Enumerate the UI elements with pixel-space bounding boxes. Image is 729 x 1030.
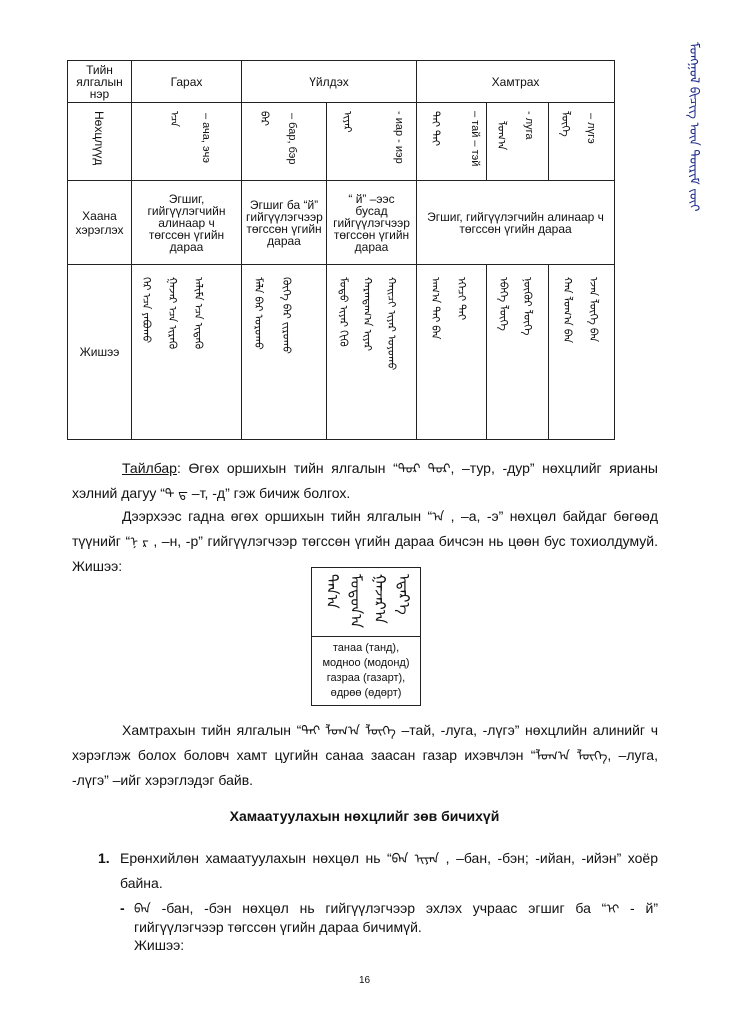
example-1-1: ᠭᠡᠷ ᠡᠴᠡ ᠶᠠᠪᠤᠬᠤ bbox=[140, 277, 152, 344]
example-6-2: ᠡᠵᠡᠨ ᠯᠦᠭᠡ ᠪᠡᠨ bbox=[587, 277, 600, 343]
corner-label: Тийн ялгалын нэр bbox=[76, 62, 123, 101]
usage-text-4: Эгшиг, гийгүүлэгчийн алинаар ч төгссөн үгийн дараа bbox=[427, 209, 604, 236]
group-instrumental-label: Үйлдэх bbox=[309, 74, 349, 89]
example-box-mong-4: ᠡᠳᠡᠷ᠎ᠡ bbox=[395, 574, 412, 615]
example-cell-2 bbox=[242, 265, 327, 440]
suffix-cyr-1: – ача, эчэ bbox=[200, 113, 212, 163]
example-box-mong-3: ᠭᠠᠵᠠᠷ᠎ᠠ bbox=[371, 574, 388, 624]
list-mong-3: ᠢ bbox=[606, 901, 620, 916]
suffix-cyr-4: – тай – тэй bbox=[469, 111, 482, 167]
example-1-3: ᠠᠯᠢᠮᠠ ᠡᠴᠡ ᠢᠳᠡᠬᠦ bbox=[192, 277, 204, 350]
usage-cell-4 bbox=[417, 181, 615, 265]
group-header-instrumental bbox=[242, 61, 417, 103]
suffix-cyr-6: – лүгэ bbox=[585, 113, 598, 144]
usage-cell-2 bbox=[242, 181, 327, 265]
comitative-mong-1: ᠲᠠᠢ ᠯᠤᠭ᠎ᠠ ᠯᠦᠭᠡ bbox=[301, 723, 396, 738]
dative-text-2: , –а, -э” нөхцөл байдаг бөгөөд түүнийг “ bbox=[72, 508, 659, 549]
example-box-mong-1: ᠲᠠᠨ᠎ᠠ bbox=[323, 574, 340, 609]
list-mong-2: ᠪᠠᠨ bbox=[134, 901, 151, 916]
list-number: 1. bbox=[98, 850, 110, 866]
suffix-cell-2 bbox=[242, 103, 327, 181]
group-header-comitative bbox=[417, 61, 615, 103]
example-5-2: ᠨᠥᠬᠦᠷ ᠯᠦᠭᠡ bbox=[521, 277, 534, 336]
example-row-label: Жишээ bbox=[79, 345, 120, 359]
usage-row-label: Хаана хэрэглэх bbox=[75, 208, 124, 237]
example-box-line-3: газраа (газарт), bbox=[326, 672, 406, 684]
list-text-2a: -бан, -бэн нөхцөл нь гийгүүлэгчээр эхлэх учраас эгшиг ба “ bbox=[150, 900, 607, 916]
list-dash: - bbox=[120, 900, 125, 916]
note-text-3: –т, -д” гэж бичиж болгох. bbox=[187, 485, 351, 501]
list-text-2b: - й” гийгүүлэгчээр төгссөн үгийн дараа бичимүй. bbox=[134, 900, 658, 935]
suffix-cell-3 bbox=[327, 103, 417, 181]
group-header-ablative bbox=[132, 61, 242, 103]
section-heading: Хамаатуулахын нөхцлийг зөв бичихүй bbox=[229, 808, 500, 824]
page-number: 16 bbox=[358, 975, 371, 986]
suffix-row-label: Нөхцлүүд bbox=[92, 111, 106, 166]
example-3-1: ᠮᠣᠳᠣ ᠢᠶᠠᠷ ᠬᠢᠬᠦ bbox=[337, 277, 349, 347]
suffix-cyr-5: - луга bbox=[523, 111, 536, 140]
usage-text-2: Эгшиг ба “й” гийгүүлэгчээр төгссөн үгийн дараа bbox=[246, 197, 323, 248]
dative-mong-1: ᠠ bbox=[432, 509, 445, 524]
suffix-mong-1: ᠡᠴᠡ bbox=[168, 111, 180, 127]
suffix-cell-5 bbox=[487, 103, 549, 181]
suffix-row-label-cell bbox=[68, 103, 132, 181]
suffix-cell-4 bbox=[417, 103, 487, 181]
group-ablative-label: Гарах bbox=[170, 74, 203, 89]
case-table bbox=[67, 60, 615, 440]
usage-cell-3 bbox=[327, 181, 417, 265]
suffix-mong-2: ᠪᠠᠷ bbox=[258, 111, 270, 127]
example-cell-3 bbox=[327, 265, 417, 440]
sidebar-script: ᠮᠣᠩᠭᠣᠯ ᠪᠢᠴᠢᠭ ᠦᠨ ᠳᠦᠷᠢᠮ ᠵᠦᠢ bbox=[687, 42, 702, 212]
suffix-mong-4: ᠲᠠᠢ ᠲᠡᠢ bbox=[429, 111, 442, 147]
list-text-1a: Ерөнхийлөн хамаатуулахын нөхцөл нь “ bbox=[120, 850, 392, 866]
list-text-3: Жишээ: bbox=[134, 937, 185, 953]
example-box-line-2: модноо (модонд) bbox=[322, 657, 410, 669]
suffix-mong-3: ᠢᠶᠠᠷ bbox=[341, 111, 353, 133]
example-3-2: ᠬᠠᠷᠠᠨᠳᠠᠭ᠎ᠠ ᠢᠶᠠᠷ bbox=[361, 277, 373, 352]
example-box-gloss bbox=[312, 637, 420, 705]
note-text-1: : Өгөх оршихын тийн ялгалын “ bbox=[176, 460, 398, 476]
dative-mong-2: ᠨ ᠷ bbox=[130, 534, 149, 549]
example-cell-1 bbox=[132, 265, 242, 440]
list-item-1 bbox=[98, 846, 658, 954]
comitative-text-3: , –луга, -лүгэ” –ийг хэрэглэдэг байв. bbox=[72, 747, 658, 788]
note-mong-2: ᠲ ᠳ bbox=[164, 486, 188, 501]
comitative-text-1: Хамтрахын тийн ялгалын “ bbox=[122, 722, 302, 738]
comitative-mong-2: ᠯᠤᠭ᠎ᠠ ᠯᠦᠭᠡ bbox=[535, 748, 608, 763]
example-box-line-1: танаа (танд), bbox=[332, 642, 400, 654]
example-2-2: ᠬᠥᠭᠡ ᠪᠡᠷ ᠵᠢᠷᠤᠬᠤ bbox=[280, 277, 292, 354]
example-box-script bbox=[312, 568, 420, 637]
example-row-label-cell bbox=[68, 265, 132, 440]
usage-text-3: “ й” –ээс бусад гийгүүлэгчээр төгссөн үгийн дараа bbox=[333, 191, 410, 254]
example-box-mong-2: ᠮᠣᠳᠣᠨ᠎ᠠ bbox=[347, 574, 364, 629]
suffix-cell-6 bbox=[549, 103, 615, 181]
dative-text-3: , –н, -р” гийгүүлэгчээр төгссөн үгийн дараа бичсэн нь цөөн бус тохиолдумуй. Жишээ: bbox=[72, 533, 659, 574]
usage-cell-1 bbox=[132, 181, 242, 265]
example-2-1: ᠮᠠᠯᠠ ᠪᠠᠷ ᠤᠷᠤᠬᠤ bbox=[252, 277, 264, 350]
note-paragraph bbox=[72, 456, 658, 506]
suffix-mong-5: ᠯᠤᠭ᠎ᠠ bbox=[495, 121, 508, 151]
corner-cell bbox=[68, 61, 132, 103]
example-4-1: ᠠᠬ᠎ᠠ ᠲᠠᠢ ᠪᠠᠨ bbox=[429, 277, 442, 340]
usage-row-label-cell bbox=[68, 181, 132, 265]
note-mong-1: ᠲᠤᠷ ᠳᠤᠷ bbox=[397, 461, 451, 476]
example-3-3: ᠬᠠᠢᠴᠢ ᠢᠶᠠᠷ ᠣᠶᠣᠬᠤ bbox=[385, 277, 397, 371]
example-cell-5 bbox=[487, 265, 549, 440]
suffix-mong-6: ᠯᠦᠭᠡ bbox=[559, 111, 572, 137]
comitative-text-2: –тай, -луга, -лүгэ” нөхцлийн алинийг ч хэрэглэж болох боловч хамт цугийн санаа заасан газар ихэвчлэн “ bbox=[72, 722, 658, 763]
example-6-1: ᠬᠠᠨ ᠯᠤᠭ᠎ᠠ ᠪᠡᠨ bbox=[561, 277, 574, 344]
note-label: Тайлбар bbox=[122, 460, 177, 476]
example-cell-4 bbox=[417, 265, 487, 440]
note-text-2: , –тур, -дур” нөхцлийг ярианы хэлний дагуу “ bbox=[72, 460, 658, 501]
suffix-cyr-3: - иар - иэр bbox=[393, 111, 405, 164]
example-4-2: ᠡᠭᠡᠴᠢ ᠲᠡᠢ bbox=[455, 277, 468, 321]
example-box-line-4: өдрөө (өдөрт) bbox=[330, 687, 402, 699]
example-5-1: ᠡᠪᠡᠭᠡ ᠯᠦᠭᠡ bbox=[497, 277, 510, 331]
example-box bbox=[311, 567, 421, 706]
comitative-paragraph bbox=[72, 718, 658, 792]
dative-text-1: Дээрхээс гадна өгөх оршихын тийн ялгалын “ bbox=[122, 508, 433, 524]
suffix-cell-1 bbox=[132, 103, 242, 181]
suffix-cyr-2: – бар, бэр bbox=[286, 113, 298, 165]
example-1-2: ᠭᠠᠵᠠᠷ ᠡᠴᠡ ᠢᠷᠡᠬᠦ bbox=[166, 277, 178, 350]
list-text-1b: , –бан, -бэн; -ийан, -ийэн” хоёр байна. bbox=[120, 850, 658, 891]
group-comitative-label: Хамтрах bbox=[491, 74, 540, 89]
example-cell-6 bbox=[549, 265, 615, 440]
list-mong-1: ᠪᠠᠨ ᠢᠶᠠᠨ bbox=[391, 851, 440, 866]
usage-text-1: Эгшиг, гийгүүлэгчийн алинаар ч төгссөн үгийн дараа bbox=[147, 191, 226, 254]
